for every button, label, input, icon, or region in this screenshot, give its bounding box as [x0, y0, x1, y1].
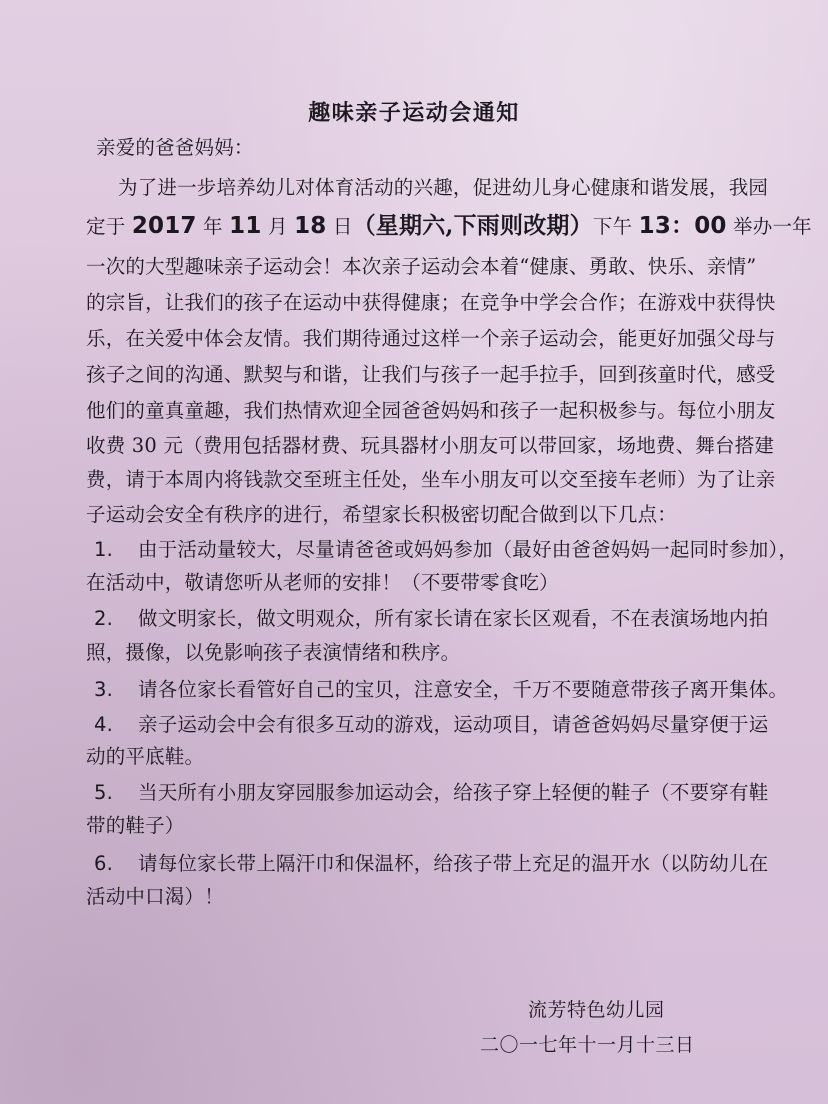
list-item-text: 由于活动量较大，尽量请爸爸或妈妈参加（最好由爸爸妈妈一起同时参加）， [138, 538, 799, 561]
paragraph-line-4: 的宗旨，让我们的孩子在运动中获得健康；在竞争中学会合作；在游戏中获得快 [86, 291, 776, 314]
event-time: 13：00 [638, 213, 727, 239]
text-segment: 日 [326, 215, 353, 238]
list-item-5-continuation: 带的鞋子） [86, 814, 185, 837]
list-item-3 [94, 678, 788, 702]
list-item-number: 1. [94, 538, 114, 561]
list-item-6 [94, 852, 768, 876]
list-item-number: 4. [94, 713, 114, 736]
list-item-5 [94, 781, 768, 805]
list-item-6-continuation: 活动中口渴）！ [86, 885, 224, 908]
paragraph-line-2 [86, 214, 812, 239]
list-item-number: 6. [94, 852, 114, 875]
salutation: 亲爱的爸爸妈妈： [96, 136, 254, 159]
list-item-4 [94, 713, 768, 737]
list-item-1 [94, 538, 798, 562]
text-segment: 下午 [592, 215, 639, 238]
text-segment: 年 [196, 215, 230, 238]
list-item-text: 请每位家长带上隔汗巾和保温杯，给孩子带上充足的温开水（以防幼儿在 [138, 852, 769, 875]
paragraph-line-5: 乐，在关爱中体会友情。我们期待通过这样一个亲子运动会，能更好加强父母与 [86, 327, 776, 350]
list-item-text: 做文明家长，做文明观众，所有家长请在家长区观看，不在表演场地内拍 [138, 607, 769, 630]
list-item-text: 请各位家长看管好自己的宝贝，注意安全，千万不要随意带孩子离开集体。 [138, 678, 789, 701]
text-segment: 举办一年 [726, 215, 812, 238]
text-segment: 定于 [86, 215, 132, 238]
paragraph-line-8: 收费 30 元（费用包括器材费、玩具器材小朋友可以带回家，场地费、舞台搭建 [86, 434, 775, 457]
list-item-4-continuation: 动的平底鞋。 [86, 745, 205, 768]
list-item-2-continuation: 照，摄像，以免影响孩子表演情绪和秩序。 [86, 641, 461, 664]
signature-date: 二〇一七年十一月十三日 [480, 1034, 695, 1056]
paragraph-line-6: 孩子之间的沟通、默契与和谐，让我们与孩子一起手拉手，回到孩童时代，感受 [86, 363, 776, 386]
event-day: 18 [294, 213, 327, 239]
list-item-text: 亲子运动会中会有很多互动的游戏，运动项目，请爸爸妈妈尽量穿便于运 [138, 713, 769, 736]
paragraph-line-7: 他们的童真童趣，我们热情欢迎全园爸爸妈妈和孩子一起积极参与。每位小朋友 [86, 399, 776, 422]
list-item-number: 2. [94, 607, 114, 630]
list-item-number: 3. [94, 678, 114, 701]
list-item-2 [94, 607, 768, 631]
text-segment: 月 [261, 215, 295, 238]
signature-org: 流芳特色幼儿园 [528, 999, 665, 1021]
paragraph-line-1: 为了进一步培养幼儿对体育活动的兴趣，促进幼儿身心健康和谐发展，我园 [118, 176, 769, 199]
event-year: 2017 [131, 213, 197, 239]
event-weekday-note: （星期六,下雨则改期） [352, 212, 593, 239]
list-item-1-continuation: 在活动中，敬请您听从老师的安排！（不要带零食吃） [86, 571, 559, 594]
paragraph-line-9: 费，请于本周内将钱款交至班主任处，坐车小朋友可以交至接车老师）为了让亲 [86, 468, 776, 491]
event-month: 11 [229, 213, 262, 239]
paragraph-line-3: 一次的大型趣味亲子运动会！本次亲子运动会本着“健康、勇敢、快乐、亲情” [86, 255, 757, 278]
list-item-number: 5. [94, 781, 114, 804]
notice-title: 趣味亲子运动会通知 [308, 100, 520, 126]
list-item-text: 当天所有小朋友穿园服参加运动会，给孩子穿上轻便的鞋子（不要穿有鞋 [138, 781, 769, 804]
paragraph-line-10: 子运动会安全有秩序的进行，希望家长积极密切配合做到以下几点： [86, 503, 678, 526]
